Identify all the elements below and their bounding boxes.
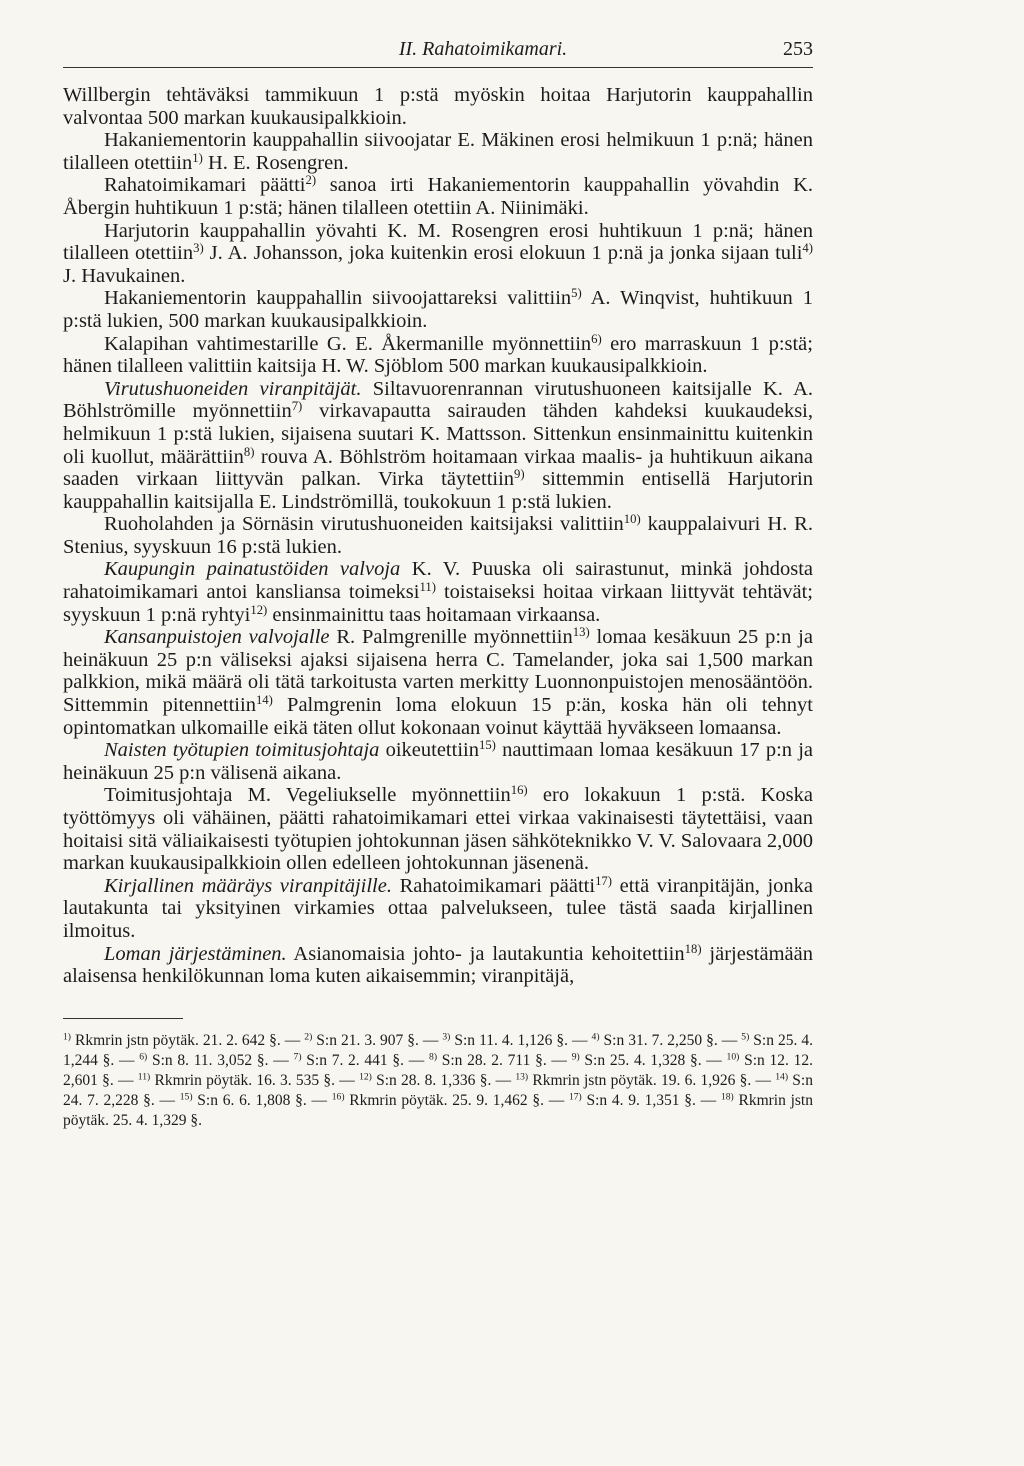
body-text	[63, 84, 813, 988]
paragraph	[63, 875, 813, 943]
text-run: A. Winqvist, huhtikuun 1 p:stä lukien, 500 markan kuukausipalkkioin.	[63, 287, 813, 332]
text-run: J. A. Johansson, joka kuitenkin erosi elokuun 1 p:nä ja jonka sijaan tuli	[203, 242, 803, 265]
text-run: Hakaniementorin kauppahallin siivoojattareksi valittiin	[104, 287, 572, 310]
footnote-text: S:n 28. 2. 711 §. —	[437, 1051, 572, 1069]
footnote-divider	[63, 1018, 183, 1019]
footnote-text: Rkmrin pöytäk. 16. 3. 535 §. —	[150, 1071, 360, 1089]
text-run: Hakaniementorin kauppahallin siivoojatar E. Mäkinen erosi helmikuun 1 p:nä; hänen tilalleen otettiin	[63, 129, 813, 174]
footnote-marker: 5)	[741, 1031, 750, 1043]
footnote-marker: 18)	[720, 1091, 734, 1103]
footnote-text: S:n 7. 2. 441 §. —	[301, 1051, 430, 1069]
footnote-marker: 17)	[568, 1091, 582, 1103]
paragraph	[63, 220, 813, 288]
footnote-text: S:n 24. 7. 2,228 §. —	[63, 1071, 813, 1109]
footnote-text: S:n 8. 11. 3,052 §. —	[147, 1051, 294, 1069]
footnote-marker: 3)	[442, 1031, 451, 1043]
footnote-marker: 6)	[139, 1051, 148, 1063]
footnote-text: S:n 6. 6. 1,808 §. —	[192, 1091, 332, 1109]
text-run: nauttimaan lomaa kesäkuun 17 p:n ja heinäkuun 25 p:n välisenä aikana.	[63, 739, 813, 784]
footnote-marker: 1)	[63, 1031, 71, 1043]
section-heading: Kansanpuistojen valvojalle	[104, 626, 330, 649]
footnote-ref: 13)	[572, 625, 590, 640]
text-run: ensinmainittu taas hoitamaan virkaansa.	[267, 603, 601, 626]
footnote-marker: 14)	[775, 1071, 789, 1083]
text-run: Kalapihan vahtimestarille G. E. Åkermanille myönnettiin	[104, 332, 592, 355]
page-header	[63, 38, 813, 68]
footnote-text: S:n 12. 12. 2,601 §. —	[63, 1051, 813, 1089]
footnote-ref: 15)	[478, 738, 496, 753]
footnote-ref: 16)	[510, 783, 528, 798]
footnote-marker: 12)	[359, 1071, 372, 1083]
footnote-ref: 9)	[514, 467, 525, 482]
footnote-ref: 12)	[250, 602, 268, 617]
footnote-ref: 4)	[802, 241, 814, 256]
paragraph	[63, 129, 813, 174]
footnote-ref: 17)	[595, 873, 612, 888]
text-run: Ruoholahden ja Sörnäsin virutushuoneiden kaitsijaksi valittiin	[104, 513, 624, 536]
footnote-marker: 13)	[515, 1071, 529, 1083]
text-run: R. Palmgrenille myönnettiin	[329, 626, 573, 649]
text-run: J. Havukainen.	[63, 264, 186, 287]
footnote-marker: 2)	[304, 1031, 313, 1043]
footnote-text: S:n 21. 3. 907 §. —	[312, 1031, 443, 1049]
footnote-ref: 5)	[571, 286, 582, 301]
section-heading: Kaupungin painatustöiden valvoja	[104, 558, 401, 581]
section-heading: Naisten työtupien toimitusjohtaja	[104, 739, 380, 762]
text-run: järjestämään alaisensa henkilökunnan loma kuten aikaisemmin; viranpitäjä,	[63, 942, 813, 988]
text-run: virkavapautta sairauden tähden kahdeksi kuukaudeksi, helmikuun 1 p:stä lukien, sijaisena suutari K. Mattsson. Sittenkun ensinmainittu kuitenkin oli kuollut, määrättiin	[63, 400, 813, 468]
footnote-ref: 8)	[243, 444, 255, 459]
footnote-ref: 6)	[591, 331, 602, 346]
page-number: 253	[783, 38, 813, 60]
footnote-marker: 16)	[331, 1091, 345, 1103]
footnote-text: S:n 25. 4. 1,328 §. —	[579, 1051, 727, 1069]
paragraph	[63, 378, 813, 514]
text-run: Willbergin tehtäväksi tammikuun 1 p:stä myöskin hoitaa Harjutorin kauppahallin valvontaa 500 markan kuukausipalkkioin.	[63, 84, 813, 129]
footnote-marker: 9)	[571, 1051, 580, 1063]
text-run: lomaa kesäkuun 25 p:n ja heinäkuun 25 p:n väliseksi ajaksi sijaisena herra C. Tamelander, joka sai 1,500 markan palkkion, mikä määrä oli tätä tarkoitusta varten merkitty Luonnonpuistojen menosääntöön. Sittemmin pitennettiin	[63, 626, 813, 717]
footnote-text: Rkmrin jstn pöytäk. 19. 6. 1,926 §. —	[528, 1071, 776, 1089]
section-heading: Kirjallinen määräys viranpitäjille.	[104, 874, 392, 897]
footnote-text: Rkmrin jstn pöytäk. 21. 2. 642 §. —	[71, 1031, 305, 1049]
footnote-ref: 3)	[193, 241, 204, 256]
footnote-ref: 11)	[419, 580, 436, 595]
footnote-marker: 4)	[591, 1031, 600, 1043]
section-heading: Virutushuoneiden viranpitäjät.	[104, 377, 362, 400]
text-run: H. E. Rosengren.	[202, 151, 349, 174]
text-run: Palmgrenin loma elokuun 15 p:än, koska hän oli tehnyt opintomatkan ulkomaille eikä täten ollut kokonaan voinut käyttää hyväkseen lomaansa.	[63, 694, 813, 739]
text-run: Harjutorin kauppahallin yövahti K. M. Rosengren erosi huhtikuun 1 p:nä; hänen tilalleen otettiin	[63, 219, 813, 265]
paragraph	[63, 333, 813, 378]
paragraph	[63, 513, 813, 558]
footnote-text: S:n 28. 8. 1,336 §. —	[371, 1071, 516, 1089]
paragraph	[63, 287, 813, 332]
paragraph	[63, 626, 813, 739]
paragraph	[63, 739, 813, 784]
footnote-text: S:n 25. 4. 1,244 §. —	[63, 1031, 813, 1069]
document-page	[63, 38, 813, 1131]
footnote-text: S:n 11. 4. 1,126 §. —	[450, 1031, 592, 1049]
footnote-ref: 7)	[291, 399, 303, 414]
text-run: kauppalaivuri H. R. Stenius, syyskuun 16 p:stä lukien.	[63, 513, 813, 558]
footnote-text: Rkmrin jstn pöytäk. 25. 4. 1,329 §.	[63, 1091, 813, 1129]
text-run: Rahatoimikamari päätti	[104, 174, 306, 197]
footnote-text: S:n 4. 9. 1,351 §. —	[581, 1091, 721, 1109]
running-title: II. Rahatoimikamari.	[398, 38, 568, 60]
text-run: ero marraskuun 1 p:stä; hänen tilalleen valittiin kaitsija H. W. Sjöblom 500 markan kuukausipalkkioin.	[63, 332, 813, 378]
text-run: Siltavuorenrannan virutushuoneen kaitsijalle K. A. Böhlströmille myönnettiin	[63, 377, 814, 423]
paragraph	[63, 174, 813, 219]
text-run: Asianomaisia johto- ja lautakuntia kehoitettiin	[286, 942, 685, 965]
text-run: että viranpitäjän, jonka lautakunta tai yksityinen virkamies ottaa palvelukseen, tulee tästä saada kirjallinen ilmoitus.	[63, 874, 813, 942]
paragraph	[63, 558, 813, 626]
paragraph	[63, 943, 813, 988]
footnote-marker: 10)	[726, 1051, 740, 1063]
text-run: Toimitusjohtaja M. Vegeliukselle myönnettiin	[104, 784, 511, 807]
footnote-marker: 8)	[429, 1051, 438, 1063]
footnotes	[63, 1031, 813, 1131]
footnote-ref: 1)	[192, 150, 203, 165]
footnote-text: Rkmrin pöytäk. 25. 9. 1,462 §. —	[344, 1091, 569, 1109]
text-run: sanoa irti Hakaniementorin kauppahallin yövahdin K. Åbergin huhtikuun 1 p:stä; hänen tilalleen otettiin A. Niinimäki.	[63, 174, 813, 219]
footnote-ref: 2)	[305, 173, 317, 188]
footnote-ref: 18)	[684, 941, 702, 956]
text-run: ero lokakuun 1 p:stä. Koska työttömyys oli vähäinen, päätti rahatoimikamari ettei virkaa vakinaisesti täytettäisi, vaan hoitaisi sitä väliaikaisesti työtupien johtokunnan jäsen sähköteknikko V. V. Salovaara 2,000 markan kuukausipalkkioin ollen edelleen johtokunnan jäsenenä.	[63, 784, 813, 875]
footnote-marker: 15)	[179, 1091, 193, 1103]
footnote-marker: 11)	[137, 1071, 151, 1083]
footnote-marker: 7)	[293, 1051, 302, 1063]
text-run: K. V. Puuska oli sairastunut, minkä johdosta rahatoimikamari antoi kansliansa toimeksi	[63, 558, 813, 604]
paragraph	[63, 784, 813, 874]
paragraph	[63, 84, 813, 129]
text-run: sittemmin entisellä Harjutorin kauppahallin kaitsijalla E. Lindströmillä, toukokuun 1 p:stä lukien.	[63, 468, 813, 513]
section-heading: Loman järjestäminen.	[104, 942, 287, 965]
text-run: Rahatoimikamari päätti	[391, 874, 596, 897]
footnote-ref: 10)	[623, 512, 641, 527]
footnote-text: S:n 31. 7. 2,250 §. —	[599, 1031, 742, 1049]
text-run: toistaiseksi hoitaa virkaan liittyvät tehtävät; syyskuun 1 p:nä ryhtyi	[63, 581, 813, 626]
text-run: rouva A. Böhlström hoitamaan virkaa maalis- ja huhtikuun aikana saaden virkaan liittyvän palkan. Virka täytettiin	[63, 445, 813, 491]
text-run: oikeutettiin	[379, 739, 479, 762]
footnote-ref: 14)	[255, 693, 273, 708]
